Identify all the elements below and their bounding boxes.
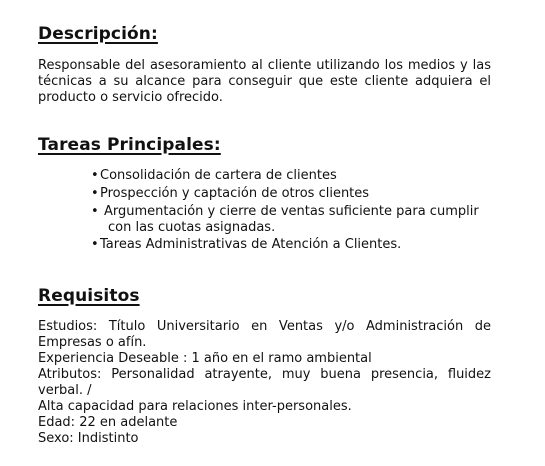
bullet-icon: • <box>91 186 99 201</box>
bullet-icon: • <box>91 237 99 252</box>
tareas-list <box>91 168 491 255</box>
requisitos-heading: Requisitos <box>38 286 140 306</box>
task-text: Argumentación y cierre de ventas suficiente para cumplir <box>104 204 479 219</box>
task-item <box>91 186 491 202</box>
requisito-line: Empresas o afín. <box>38 335 147 350</box>
descripcion-heading: Descripción: <box>38 24 158 44</box>
requisito-line: verbal. / <box>38 383 92 398</box>
task-text: Consolidación de cartera de clientes <box>100 168 337 183</box>
requisito-line: Atributos: Personalidad atrayente, muy buena presencia, fluidez <box>38 367 491 382</box>
requisitos-text <box>38 319 491 447</box>
requisito-line: Estudios: Título Universitario en Ventas y/o Administración de <box>38 319 491 334</box>
tareas-heading: Tareas Principales: <box>38 135 221 155</box>
bullet-icon: • <box>91 168 99 183</box>
task-text: Tareas Administrativas de Atención a Clientes. <box>100 237 402 252</box>
task-item <box>91 168 491 184</box>
descripcion-text: Responsable del asesoramiento al cliente utilizando los medios y las técnicas a su alcance para conseguir que este cliente adquiera el producto o servicio ofrecido. <box>38 58 491 105</box>
task-text-continuation: con las cuotas asignadas. <box>108 220 276 235</box>
requisito-line: Alta capacidad para relaciones inter-personales. <box>38 399 352 414</box>
task-text: Prospección y captación de otros clientes <box>100 186 370 201</box>
requisito-line: Sexo: Indistinto <box>38 431 139 446</box>
task-item <box>91 237 491 253</box>
requisito-line: Edad: 22 en adelante <box>38 415 178 430</box>
bullet-icon: • <box>91 204 99 219</box>
requisito-line: Experiencia Deseable : 1 año en el ramo ambiental <box>38 351 372 366</box>
task-item <box>91 204 491 236</box>
